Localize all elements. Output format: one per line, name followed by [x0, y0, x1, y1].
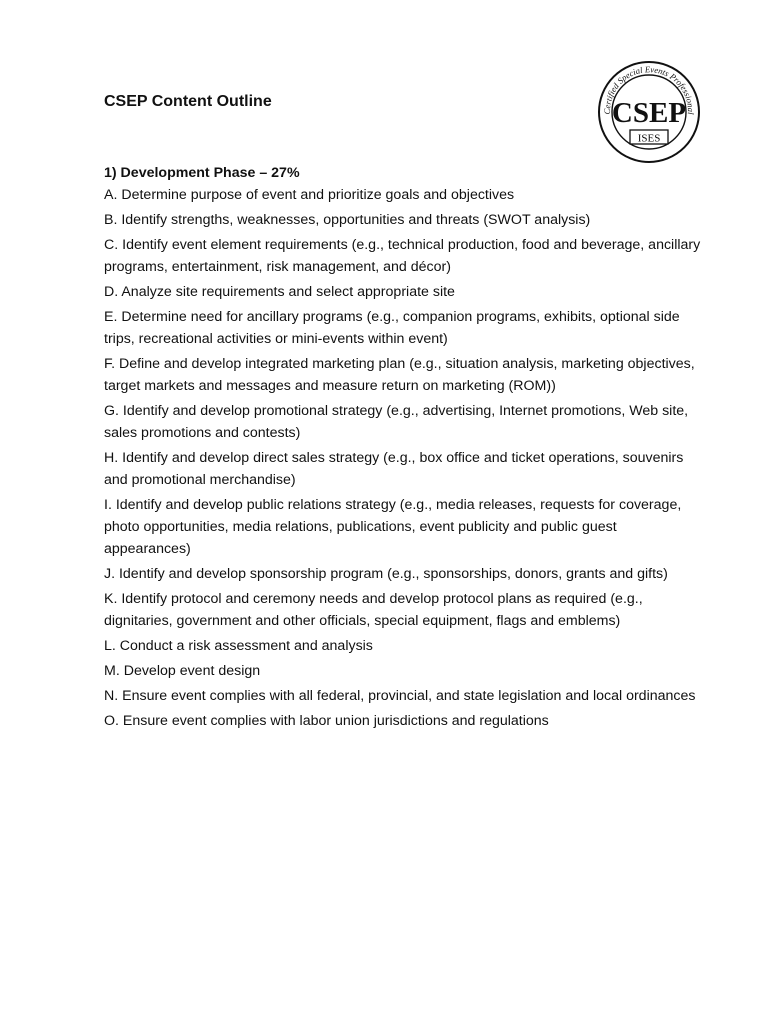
- outline-item: C. Identify event element requirements (e.g., technical production, food and beverage, ancillary programs, entertainment, risk management, and décor): [104, 237, 701, 275]
- outline-item: B. Identify strengths, weaknesses, opportunities and threats (SWOT analysis): [104, 212, 591, 228]
- outline-item: E. Determine need for ancillary programs (e.g., companion programs, exhibits, optional side trips, recreational activities or mini-events within event): [104, 309, 680, 347]
- seal-center-text: CSEP: [611, 97, 687, 129]
- outline-item: K. Identify protocol and ceremony needs and develop protocol plans as required (e.g., dignitaries, government and other officials, special equipment, flags and emblems): [104, 591, 643, 629]
- page-title: CSEP Content Outline: [104, 93, 272, 110]
- outline-item: F. Define and develop integrated marketing plan (e.g., situation analysis, marketing objectives, target markets and messages and measure return on marketing (ROM)): [104, 356, 695, 394]
- outline-item: H. Identify and develop direct sales strategy (e.g., box office and ticket operations, souvenirs and promotional merchandise): [104, 450, 684, 488]
- outline-item: A. Determine purpose of event and prioritize goals and objectives: [104, 187, 515, 203]
- csep-seal-logo: [597, 60, 701, 164]
- outline-item: N. Ensure event complies with all federal, provincial, and state legislation and local ordinances: [104, 688, 696, 704]
- outline-item: L. Conduct a risk assessment and analysis: [104, 638, 373, 654]
- section-heading: 1) Development Phase – 27%: [104, 165, 300, 181]
- outline-section: [104, 162, 704, 735]
- seal-bottom-text: ISES: [637, 132, 661, 145]
- outline-item: O. Ensure event complies with labor union jurisdictions and regulations: [104, 713, 549, 729]
- outline-item: I. Identify and develop public relations strategy (e.g., media releases, requests for coverage, photo opportunities, media relations, publications, event publicity and public guest appearances): [104, 497, 682, 557]
- outline-list: [104, 184, 704, 732]
- seal-arc-text: Certified Special Events Professional: [601, 64, 697, 115]
- outline-item: D. Analyze site requirements and select appropriate site: [104, 284, 455, 300]
- outline-item: M. Develop event design: [104, 663, 261, 679]
- outline-item: J. Identify and develop sponsorship program (e.g., sponsorships, donors, grants and gifts): [104, 566, 668, 582]
- outline-item: G. Identify and develop promotional strategy (e.g., advertising, Internet promotions, Web site, sales promotions and contests): [104, 403, 689, 441]
